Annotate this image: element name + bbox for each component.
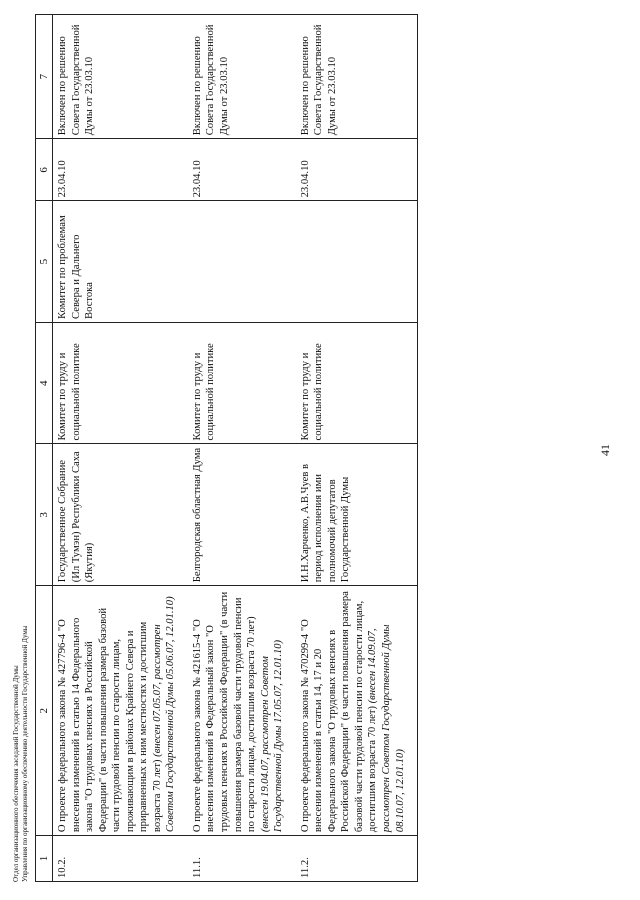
bill-body: "О внесении изменений в Федеральный закон "О трудовых пенсиях в Российской Федерации" (в части повышения размера базовой части трудовой пенсии по старости лицам, достигшим возраста 70 лет)	[191, 591, 258, 833]
column-header: 4	[36, 322, 53, 444]
bill-note: (внесен 07.05.07, рассмотрен Советом Государственной Думы 05.06.07, 12.01.10)	[151, 596, 177, 833]
row-number: 11.2.	[296, 836, 418, 882]
column-header: 6	[36, 139, 53, 201]
column-header: 1	[36, 836, 53, 882]
table-row	[296, 15, 418, 882]
initiator: И.Н.Харченко, А.В.Чуев в период исполнения ими полномочий депутатов Государственной Думы	[296, 444, 418, 586]
row-number: 10.2.	[53, 836, 188, 882]
bill-cell	[296, 586, 418, 836]
co-committee	[296, 201, 418, 323]
bill-cell	[53, 586, 188, 836]
column-header: 5	[36, 201, 53, 323]
bill-body: "О внесении изменений в статьи 14, 17 и 20 Федерального закона "О трудовых пенсиях в Российской Федерации" (в части повышения размера базовой части трудовой пенсии по старости лицам, достигшим возраста 70 лет)	[299, 591, 379, 833]
decision: Включен по решению Совета Государственной Думы от 23.03.10	[188, 15, 296, 139]
bill-title: О проекте федерального закона № 421615-4	[191, 633, 203, 833]
column-header: 7	[36, 15, 53, 139]
footer-line-1: Отдел организационного обеспечения заседаний Государственной Думы	[12, 665, 20, 882]
initiator: Белгородская областная Дума	[188, 444, 296, 586]
column-header: 2	[36, 586, 53, 836]
responsible-committee: Комитет по труду и социальной политике	[53, 322, 188, 444]
footer	[12, 382, 30, 882]
initiator: Государственное Собрание (Ил Тумэн) Республики Саха (Якутия)	[53, 444, 188, 586]
responsible-committee: Комитет по труду и социальной политике	[188, 322, 296, 444]
table-row	[188, 15, 296, 882]
table-row	[53, 15, 188, 882]
decision: Включен по решению Совета Государственной Думы от 23.03.10	[53, 15, 188, 139]
co-committee	[188, 201, 296, 323]
date: 23.04.10	[188, 139, 296, 201]
co-committee: Комитет по проблемам Севера и Дальнего Востока	[53, 201, 188, 323]
bill-body: "О внесении изменений в статью 14 Федерального закона "О трудовых пенсиях в Российской Федерации" (в части повышения размера базовой части трудовой пенсии по старости лицам, проживающим в районах Крайнего Севера и приравненных к ним местностях и достигшим возраста 70 лет)	[57, 607, 163, 833]
header-row	[36, 15, 53, 882]
footer-line-2: Управления по организационному обеспечению деятельности Государственной Думы	[21, 625, 30, 882]
bill-title: О проекте федерального закона № 427796-4	[57, 633, 68, 833]
page-number: 41	[598, 444, 612, 456]
bill-note: (внесен 14.09.07, рассмотрен Советом Государственной Думы 08.10.07, 12.01.10)	[367, 624, 406, 833]
bill-cell	[188, 586, 296, 836]
date: 23.04.10	[296, 139, 418, 201]
column-header: 3	[36, 444, 53, 586]
decision: Включен по решению Совета Государственной Думы от 23.03.10	[296, 15, 418, 139]
agenda-table	[35, 14, 418, 882]
bill-title: О проекте федерального закона № 470299-4	[299, 633, 311, 833]
date: 23.04.10	[53, 139, 188, 201]
responsible-committee: Комитет по труду и социальной политике	[296, 322, 418, 444]
row-number: 11.1.	[188, 836, 296, 882]
bill-note: (внесен 19.04.07, рассмотрен Советом Государственной Думы 17.05.07, 12.01.10)	[259, 639, 285, 833]
